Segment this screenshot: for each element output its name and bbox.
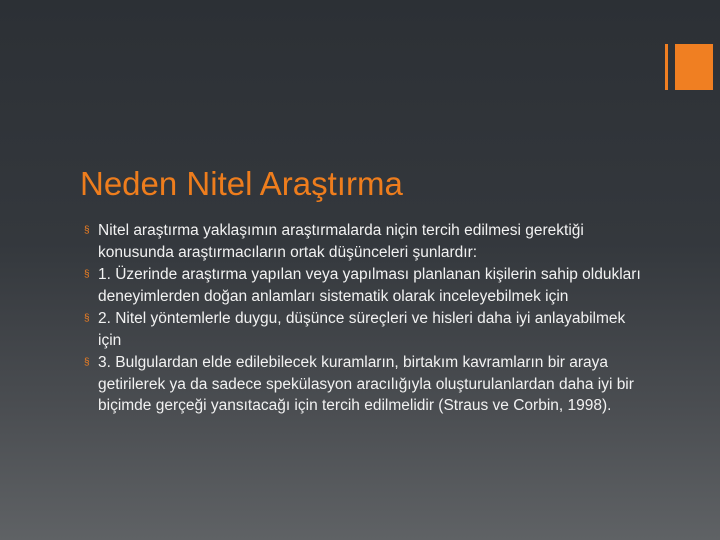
slide-title: Neden Nitel Araştırma bbox=[80, 165, 403, 202]
bullet-icon: § bbox=[84, 313, 90, 324]
bullet-text: Nitel araştırma yaklaşımın araştırmalarda niçin tercih edilmesi gerektiği konusunda araştırmacıların ortak düşünceleri şunlardır: bbox=[98, 222, 584, 261]
list-item bbox=[84, 264, 644, 307]
list-item bbox=[84, 308, 644, 351]
bullet-icon: § bbox=[84, 357, 90, 368]
bullet-text: 1. Üzerinde araştırma yapılan veya yapılması planlanan kişilerin sahip oldukları deneyimlerden doğan anlamları sistematik olarak inceleyebilmek için bbox=[98, 266, 641, 305]
accent-bar-thin bbox=[665, 44, 668, 90]
bullet-icon: § bbox=[84, 225, 90, 236]
bullet-text: 3. Bulgulardan elde edilebilecek kuramların, birtakım kavramların bir araya getirilerek ya da sadece spekülasyon aracılığıyla oluşturulanlardan daha iyi bir biçimde gerçeği yansıtacağı için tercih edilmelidir (Straus ve Corbin, 1998). bbox=[98, 354, 634, 414]
bullet-icon: § bbox=[84, 269, 90, 280]
list-item bbox=[84, 352, 644, 417]
accent-block bbox=[675, 44, 713, 90]
bullet-list bbox=[84, 220, 644, 418]
list-item bbox=[84, 220, 644, 263]
bullet-text: 2. Nitel yöntemlerle duygu, düşünce süreçleri ve hisleri daha iyi anlayabilmek için bbox=[98, 310, 626, 349]
